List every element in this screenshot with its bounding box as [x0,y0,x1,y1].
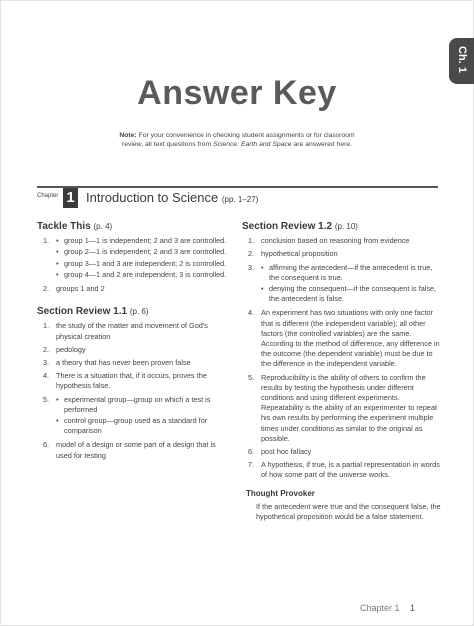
tackle-this-title: Tackle This [37,221,91,232]
answer-bullet [56,259,227,269]
footer-chapter-label: Chapter 1 [360,603,400,613]
section-review-1-2-title: Section Review 1.2 [242,221,333,232]
answer-number: 1. [43,321,50,331]
answer-item [248,373,442,444]
chapter-rule [37,186,438,188]
answer-text: Reproducibility is the ability of others to confirm the results by testing the hypothesis under different conditions and using different experiments. Repeatability is the ability of an experimenter to repeat his own results by performing the experiment multiple times under conditions as similar to the original as possible. [261,372,438,443]
left-column [37,222,227,464]
answer-item [43,236,227,281]
chapter-heading [86,190,258,205]
page-number: 1 [410,603,416,613]
answer-text: A hypothesis, if true, is a partial representation in words of how some part of the universe works. [261,460,440,480]
answer-bullet-text: control group—group used as a standard for comparison [64,416,208,436]
answer-bullet [261,284,442,304]
answer-bullet-text: denying the consequent—if the consequent is false, the antecedent is false. [269,284,437,304]
answer-number: 2. [43,344,50,354]
answer-number: 3. [248,262,255,272]
bullet-icon: • [56,394,59,404]
note-label: Note: [119,132,137,139]
answer-bullet [56,247,227,257]
chapter-title: Introduction to Science [86,190,219,205]
answer-item [43,395,227,438]
answer-text: a theory that has never been proven false [56,358,191,368]
answer-bullet [56,270,227,280]
bullet-icon: • [56,247,59,257]
answer-item [43,284,227,294]
answer-item [248,263,442,306]
right-column [242,222,442,522]
answer-item [43,371,227,391]
answer-number: 4. [248,308,255,318]
answer-text [261,263,442,306]
answer-text: model of a design or some part of a design that is used for testing [56,440,216,460]
tackle-this-list [37,236,227,294]
answer-number: 1. [248,236,255,246]
thought-provoker-text: If the antecedent were true and the consequent false, the hypothetical proposition would be a false statement. [256,501,441,522]
answer-item [248,308,442,369]
answer-bullet [56,395,227,415]
bullet-icon: • [56,258,59,268]
bullet-icon: • [56,236,59,246]
note-text-2: are answered here. [291,141,353,148]
section-review-1-1-page: (p. 6) [129,307,149,317]
chapter-tab-label: Ch. 1 [456,46,468,73]
section-review-1-2-list [242,236,442,480]
chapter-word: Chapter [37,193,59,199]
answer-bullet-text: experimental group—group on which a test is performed [64,394,211,414]
answer-number: 3. [43,358,50,368]
page-footer [360,603,415,613]
section-review-1-2-heading [242,222,442,232]
answer-item [248,460,442,480]
section-review-1-2-page: (p. 10) [334,222,358,231]
answer-item [248,249,442,259]
answer-number: 5. [248,372,255,382]
bullet-icon: • [261,284,264,294]
page-title: Answer Key [137,74,337,112]
answer-bullet-text: group 3—1 and 3 are independent; 2 is controlled. [64,258,227,268]
answer-bullet-text: affirming the antecedent—if the antecedent is true, the consequent is true. [269,262,433,282]
thought-provoker-heading: Thought Provoker [246,488,315,498]
answer-bullet-text: group 2—1 is independent; 2 and 3 are controlled. [64,247,227,257]
note-book-title: Science: Earth and Space [213,141,292,148]
answer-text: the study of the matter and movement of God's physical creation [56,321,208,341]
answer-bullet-text: group 1—1 is independent; 2 and 3 are controlled. [64,236,227,246]
chapter-pages: (pp. 1–27) [221,195,259,204]
answer-bullet [56,236,227,246]
bullet-icon: • [56,269,59,279]
answer-item [43,321,227,341]
answer-number: 7. [248,460,255,470]
section-review-1-1-heading [37,307,227,317]
answer-text: An experiment has two situations with only one factor that is different (the independent variable); all other factors (the controlled variables) are the same. According to the method of difference, any difference in the outcome (the dependent variable) must be due to the difference in the independent variable. [261,308,440,369]
answer-item [248,236,442,246]
answer-item [43,345,227,355]
note [112,131,362,149]
answer-number: 1. [43,236,50,246]
tackle-this-page: (p. 4) [93,222,113,231]
bullet-icon: • [56,416,59,426]
answer-text: conclusion based on reasoning from evidence [261,236,410,246]
answer-number: 4. [43,371,50,381]
answer-item [248,447,442,457]
answer-item [43,440,227,460]
section-review-1-1-title: Section Review 1.1 [37,306,128,318]
answer-text [56,395,227,438]
answer-text: groups 1 and 2 [56,284,105,294]
answer-bullet-text: group 4—1 and 2 are independent; 3 is controlled. [64,269,227,279]
answer-text: There is a situation that, if it occurs, proves the hypothesis false. [56,371,207,391]
chapter-number-badge: 1 [63,188,78,208]
bullet-icon: • [261,262,264,272]
answer-number: 2. [248,249,255,259]
answer-text: post hoc fallacy [261,447,312,457]
answer-bullet [261,263,442,283]
answer-number: 5. [43,394,50,404]
answer-item [43,358,227,368]
section-review-1-1-list [37,321,227,460]
answer-number: 2. [43,284,50,294]
answer-text [56,236,227,281]
answer-text: hypothetical proposition [261,249,338,259]
note-text-1: For your convenience in checking student assignments or for classroom review, all text questions from [121,132,355,148]
answer-bullet [56,416,227,436]
tackle-this-heading [37,222,227,232]
answer-number: 6. [248,447,255,457]
answer-number: 6. [43,440,50,450]
answer-text: pedology [56,344,86,354]
